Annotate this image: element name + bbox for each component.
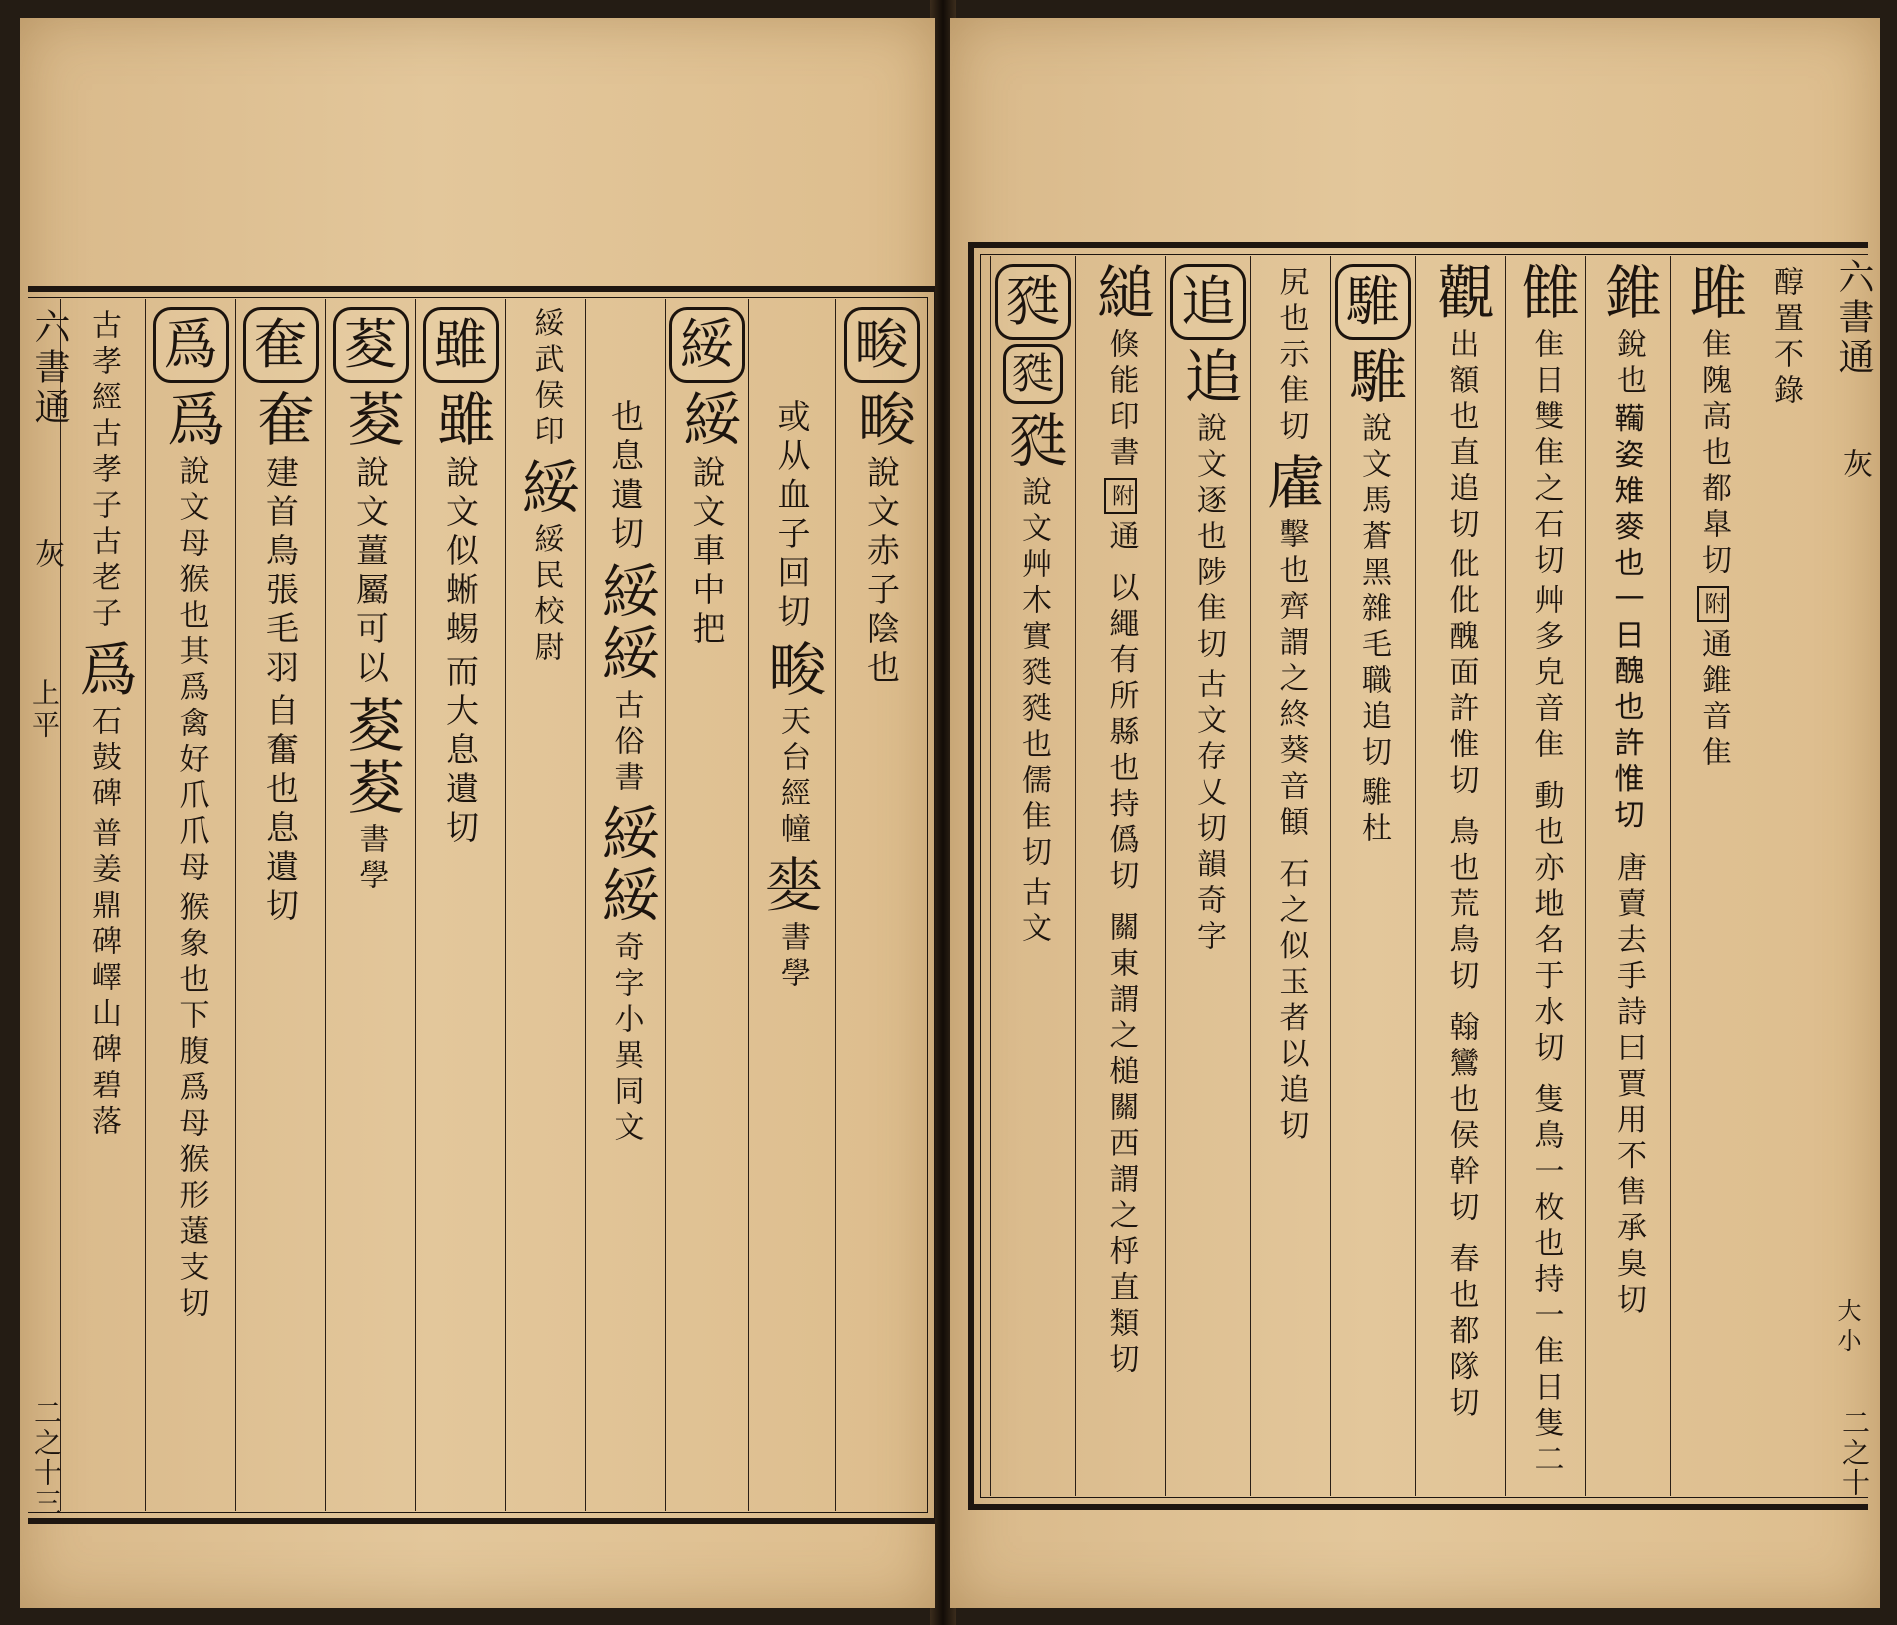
gloss-text: 說文逐也陟隹切	[1191, 412, 1226, 664]
left-column-5	[505, 299, 585, 1511]
gloss-text: 𩍘姿雉麥也一日醜也許惟切 唐賣去手詩曰賈用不售承臭切	[1611, 404, 1646, 1320]
headword-box: 追	[1170, 264, 1246, 340]
headword-box: 雖	[423, 307, 499, 383]
gloss-text: 書學	[353, 823, 389, 895]
gloss-text: 自奮也息遺切	[261, 693, 300, 927]
gloss-text: 古文存乂切韻奇字	[1191, 668, 1226, 956]
gloss-text: 天台經幢	[775, 705, 810, 849]
headword-box: 奞	[243, 307, 319, 383]
seal-glyph: 綏	[673, 389, 742, 451]
gloss-text: 古文	[1016, 876, 1051, 948]
gloss-text: 古孝經古孝子古老子	[86, 309, 121, 633]
seal-glyph: 騅	[1339, 346, 1408, 408]
right-column-9	[1075, 256, 1165, 1496]
gloss-text: 奇字小異同文	[608, 931, 644, 1147]
seal-glyph: 綏	[511, 457, 580, 519]
seal-glyph: 雖	[426, 389, 495, 451]
right-column-6	[1330, 256, 1415, 1496]
seal-glyph: 畯	[847, 389, 916, 451]
gloss-text: 綏武侯印	[528, 307, 564, 451]
right-column-10	[990, 256, 1075, 1496]
gloss-text: 綏民校尉	[528, 523, 564, 667]
left-column-2	[748, 299, 835, 1511]
seal-glyph: 錐	[1594, 262, 1663, 324]
seal-glyph: 奞	[246, 389, 315, 451]
gloss-text: 說文似蜥蜴	[441, 455, 480, 650]
gloss-text: 普姜鼎碑嶧山碑碧落	[86, 817, 121, 1141]
left-column-10	[60, 299, 145, 1511]
gloss-text: 仳仳醜面許惟切 鳥也荒鳥切 翰鸞也侯幹切 春也都隊切	[1443, 548, 1479, 1423]
gloss-text: 銳也	[1611, 328, 1646, 400]
seal-glyph: 綏綏	[591, 561, 660, 685]
left-column-7	[325, 299, 415, 1511]
right-column-8	[1165, 256, 1250, 1496]
right-column-1	[1755, 256, 1815, 1496]
seal-glyph: 畯	[758, 639, 827, 701]
gloss-text: 書學	[775, 921, 810, 993]
gloss-text: 騅杜	[1356, 776, 1391, 848]
gloss-text: 猴象也下腹爲母猴形薳支切	[173, 891, 209, 1323]
gloss-text: 隹日雙隹之石切	[1528, 328, 1564, 580]
right-page	[950, 18, 1880, 1608]
left-column-1	[835, 299, 927, 1511]
appendix-tag: 附	[1104, 478, 1136, 514]
left-column-6	[415, 299, 505, 1511]
right-column-3	[1585, 256, 1670, 1496]
left-page	[20, 18, 935, 1608]
headword-box: 騅	[1335, 264, 1411, 340]
seal-glyph: 縋	[1086, 262, 1155, 324]
gloss-text: 也息遺切	[606, 399, 645, 555]
right-column-4	[1505, 256, 1585, 1496]
seal-glyph: 追	[1174, 346, 1243, 408]
left-column-3	[665, 299, 748, 1511]
margin-book-title: 六書通	[29, 308, 70, 428]
folio-number: 二之十三	[30, 1398, 63, 1518]
gloss-text: 擊也齊謂之終葵音顀 石之似玉者以追切	[1273, 518, 1309, 1146]
gloss-text: 說文車中把	[687, 455, 727, 650]
gloss-text: 艸多皃音隹 動也亦地名于水切 隻鳥一枚也持一隹日隻二	[1528, 584, 1564, 1480]
left-column-4	[585, 299, 665, 1511]
seal-glyph: 觀	[1426, 262, 1495, 324]
margin-book-title: 六書通	[1833, 258, 1874, 378]
gloss-text: 說文艸木實甤甤也儒隹切	[1016, 476, 1051, 872]
gloss-text: 出額也直追切	[1443, 328, 1479, 544]
gloss-text: 醇置不錄	[1768, 266, 1803, 410]
gloss-text: 說文母猴也其爲禽好爪爪母	[173, 455, 209, 887]
right-column-2	[1670, 256, 1755, 1496]
seal-glyph: 雐	[1256, 452, 1325, 514]
seal-glyph: 爲	[69, 639, 138, 701]
seal-glyph: 雎	[1679, 262, 1748, 324]
headword-box: 畯	[844, 307, 920, 383]
gloss-text: 而大息遺切	[441, 654, 480, 849]
gloss-text: 隹隗高也都臯切	[1696, 328, 1731, 580]
left-column-9	[145, 299, 235, 1511]
gloss-text: 通錐音隹	[1696, 628, 1731, 772]
folio-number: 二之十	[1838, 1408, 1871, 1498]
seal-glyph: 荾荾	[336, 695, 405, 819]
gloss-text: 石鼓碑	[86, 705, 121, 813]
seal-glyph: 爲	[156, 389, 225, 451]
gloss-text: 古俗書	[608, 689, 644, 797]
appendix-tag: 附	[1697, 586, 1729, 622]
headword-box: 爲	[153, 307, 229, 383]
margin-rhyme: 灰	[1837, 448, 1872, 482]
gloss-text: 建首鳥張毛羽	[261, 455, 300, 689]
right-column-7	[1250, 256, 1330, 1496]
headword-box: 甤	[995, 264, 1071, 340]
gloss-text: 倏能印書	[1103, 328, 1139, 472]
seal-glyph: 綏綏	[591, 803, 660, 927]
left-column-8	[235, 299, 325, 1511]
headword-box: 甤	[1003, 344, 1063, 404]
seal-glyph: 荾	[336, 389, 405, 451]
gloss-text: 尻也示隹切	[1273, 266, 1309, 446]
margin-rhyme: 灰	[29, 538, 64, 572]
seal-glyph: 雔	[1511, 262, 1580, 324]
headword-box: 綏	[669, 307, 745, 383]
gloss-text: 說文薑屬可以	[351, 455, 390, 689]
seal-glyph: 𡕲	[758, 855, 827, 917]
right-column-5	[1415, 256, 1505, 1496]
gloss-text: 或从血子回切	[772, 399, 812, 633]
gloss-text: 通 以繩有所縣也持僞切 關東謂之槌關西謂之㭔直類切	[1103, 520, 1139, 1380]
headword-box: 荾	[333, 307, 409, 383]
margin-tone: 上平	[28, 678, 61, 742]
seal-glyph: 甤	[999, 410, 1068, 472]
gloss-text: 說文馬蒼黑雜毛職追切	[1356, 412, 1391, 772]
gloss-text: 說文赤子陰也	[862, 455, 901, 689]
size-note: 大小	[1833, 1298, 1861, 1358]
